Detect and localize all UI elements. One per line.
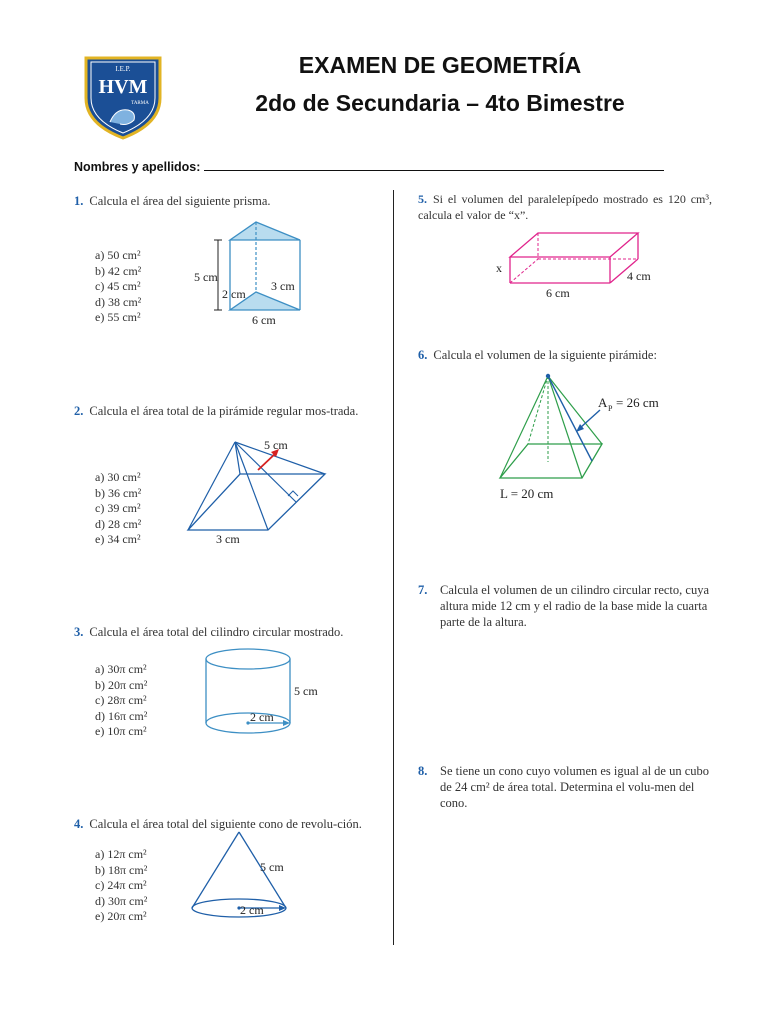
options-q4	[95, 847, 147, 925]
option-b[interactable]: b) 20π cm²	[95, 677, 148, 692]
name-row	[74, 160, 664, 174]
cone-radius-label: 2 cm	[240, 903, 264, 917]
apothem-value: = 26 cm	[616, 395, 659, 410]
cylinder-height-label: 5 cm	[294, 684, 318, 698]
logo-top-text: I.E.P.	[115, 65, 131, 73]
question-text: Calcula el volumen de la siguiente pirámide:	[433, 348, 657, 362]
question-text: Calcula el área total de la pirámide regular mos-trada.	[89, 404, 359, 418]
box-height-label: x	[496, 261, 502, 275]
question-number: 2.	[74, 404, 84, 418]
prism-base-label: 6 cm	[252, 313, 276, 327]
option-a[interactable]: a) 12π cm²	[95, 847, 147, 861]
column-divider	[393, 190, 394, 945]
question-text: Se tiene un cono cuyo volumen es igual al de un cubo de 24 cm² de área total. Determina el volu-men del cono.	[440, 764, 710, 810]
question-6	[418, 347, 718, 363]
question-number: 8.	[418, 764, 428, 778]
pyramid-volume-figure	[490, 370, 690, 506]
cone-slant-label: 5 cm	[260, 860, 284, 874]
question-5	[418, 191, 712, 223]
option-e[interactable]: e) 55 cm²	[95, 310, 141, 324]
option-d[interactable]: d) 38 cm²	[95, 294, 142, 309]
name-blank-line[interactable]	[204, 160, 664, 171]
prism-side-label: 3 cm	[271, 279, 295, 293]
box-depth-label: 4 cm	[627, 269, 651, 283]
logo-main-text: HVM	[98, 76, 148, 98]
option-c[interactable]: c) 39 cm²	[95, 501, 141, 515]
option-d[interactable]: d) 28 cm²	[95, 516, 142, 531]
options-q3	[95, 662, 147, 740]
options-q2	[95, 470, 141, 548]
option-a[interactable]: a) 30 cm²	[95, 470, 141, 484]
question-text: Calcula el área total del siguiente cono de revolu-ción.	[89, 817, 362, 831]
question-2	[74, 403, 374, 419]
cylinder-radius-label: 2 cm	[250, 710, 274, 724]
question-text: Si el volumen del paralelepípedo mostrado es 120 cm³, calcula el valor de “x”.	[418, 192, 712, 222]
option-b[interactable]: b) 18π cm²	[95, 862, 148, 877]
pyramid-apothem-label: 5 cm	[264, 438, 288, 452]
question-text: Calcula el área del siguiente prisma.	[89, 194, 271, 208]
option-e[interactable]: e) 20π cm²	[95, 909, 147, 923]
school-logo	[82, 52, 164, 140]
option-a[interactable]: a) 30π cm²	[95, 662, 147, 676]
prism-height-label: 5 cm	[194, 270, 218, 284]
question-number: 4.	[74, 817, 84, 831]
pyramid-side-label: L = 20 cm	[500, 486, 554, 501]
question-number: 3.	[74, 625, 84, 639]
question-text: Calcula el volumen de un cilindro circular recto, cuya altura mide 12 cm y el radio de la base mide la cuarta parte de la altura.	[440, 583, 709, 629]
question-7	[418, 582, 714, 630]
question-number: 5.	[418, 192, 427, 206]
options-q1	[95, 248, 141, 326]
pyramid-base-label: 3 cm	[216, 532, 240, 544]
square-pyramid-figure	[180, 432, 340, 544]
exam-title: EXAMEN DE GEOMETRÍA	[298, 52, 582, 78]
option-e[interactable]: e) 34 cm²	[95, 532, 141, 546]
apothem-subscript: P	[608, 404, 613, 413]
apothem-symbol: A	[598, 395, 608, 410]
option-e[interactable]: e) 10π cm²	[95, 724, 147, 738]
question-number: 7.	[418, 583, 428, 597]
question-number: 1.	[74, 194, 84, 208]
option-a[interactable]: a) 50 cm²	[95, 248, 141, 262]
prism-depth-label: 2 cm	[222, 287, 246, 301]
option-b[interactable]: b) 42 cm²	[95, 263, 142, 278]
exam-subtitle: 2do de Secundaria – 4to Bimestre	[255, 90, 625, 116]
question-3	[74, 624, 384, 640]
option-d[interactable]: d) 16π cm²	[95, 708, 148, 723]
question-1	[74, 193, 374, 209]
box-figure	[490, 225, 670, 303]
cone-figure	[186, 828, 326, 924]
question-8	[418, 763, 714, 811]
option-c[interactable]: c) 28π cm²	[95, 693, 147, 707]
option-c[interactable]: c) 24π cm²	[95, 878, 147, 892]
option-c[interactable]: c) 45 cm²	[95, 279, 141, 293]
logo-bottom-text: TARMA	[131, 101, 149, 106]
option-b[interactable]: b) 36 cm²	[95, 485, 142, 500]
question-number: 6.	[418, 348, 428, 362]
option-d[interactable]: d) 30π cm²	[95, 893, 148, 908]
box-length-label: 6 cm	[546, 286, 570, 300]
name-label: Nombres y apellidos:	[74, 160, 201, 174]
question-text: Calcula el área total del cilindro circular mostrado.	[89, 625, 344, 639]
prism-figure	[188, 212, 328, 332]
cylinder-figure	[200, 645, 330, 745]
